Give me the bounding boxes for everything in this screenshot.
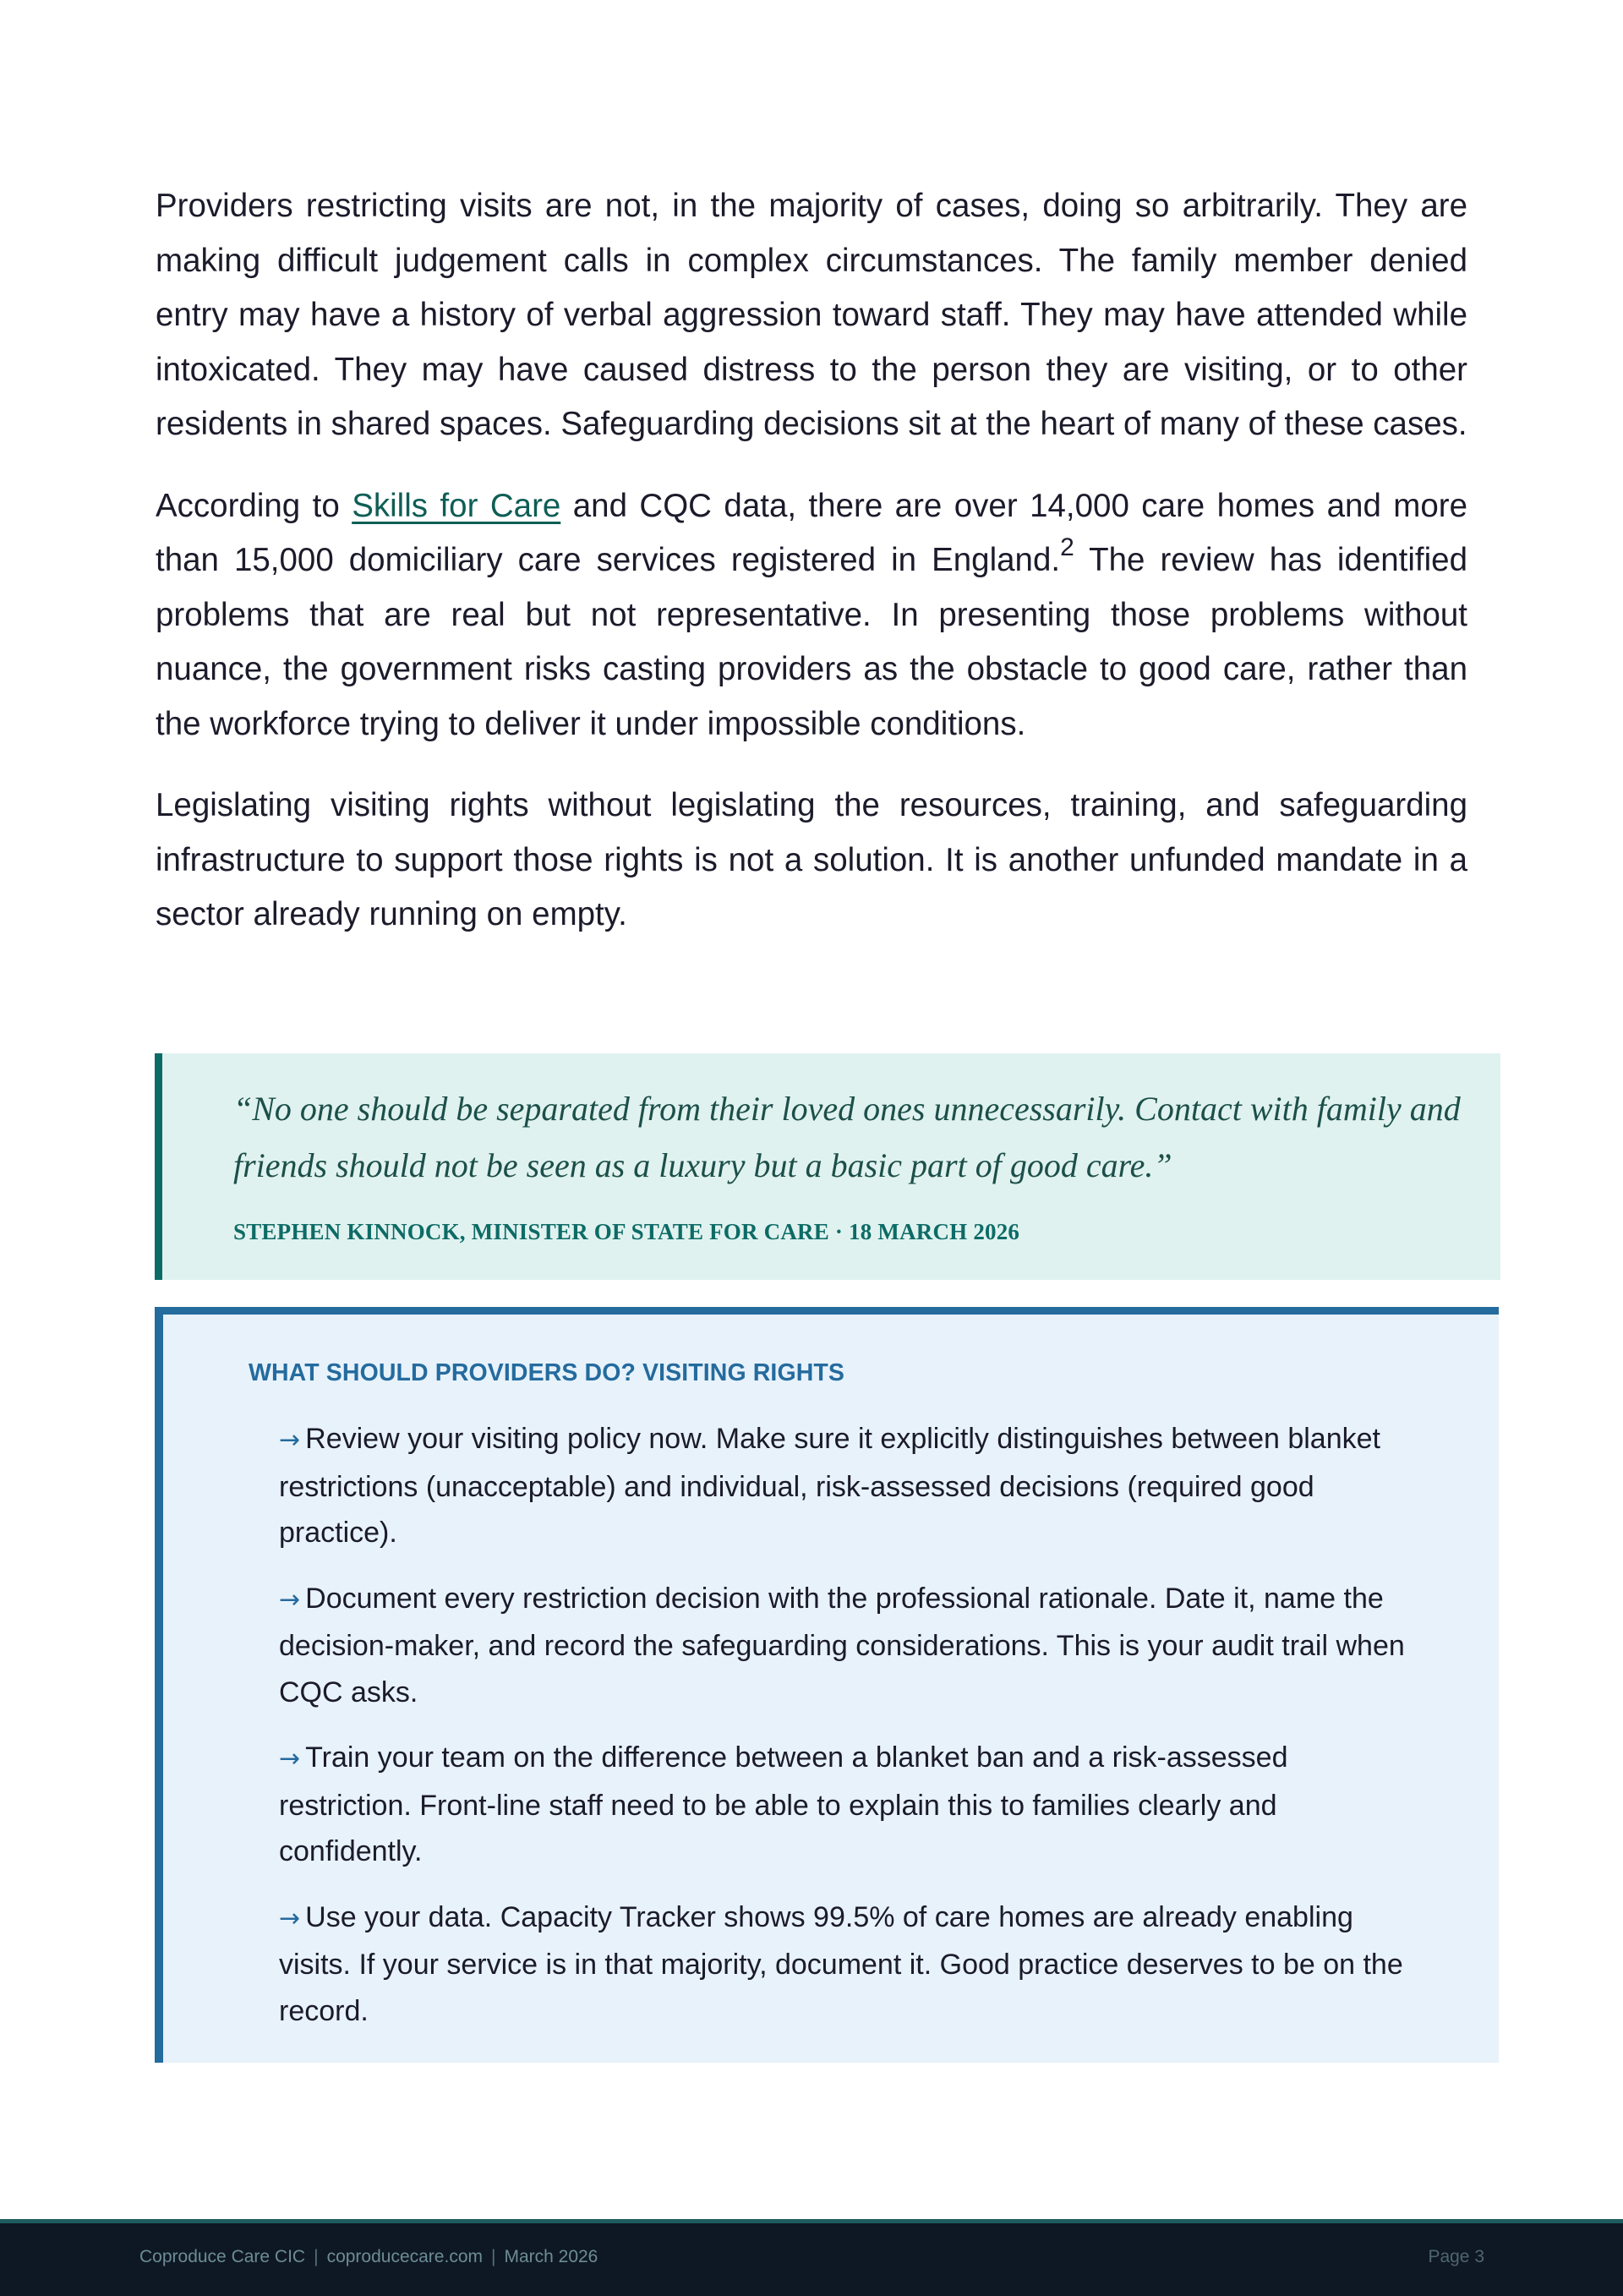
quote-text: “No one should be separated from their loved ones unnecessarily. Contact with family and friends should not be seen as a luxury but a basic part of good care.”: [233, 1090, 1461, 1184]
paragraph-text-before-link: According to: [156, 487, 352, 524]
footer-info: [139, 2247, 598, 2267]
paragraph-legislating: Legislating visiting rights without legislating the resources, training, and safeguarding infrastructure to support those rights is not a solution. It is another unfunded mandate in a sector already running on empty.: [156, 787, 1467, 932]
right-arrow-icon: →: [279, 1903, 301, 1933]
footer-website-link[interactable]: coproducecare.com: [326, 2247, 483, 2266]
paragraph-text-after-link: and CQC data, there are over 14,000 care homes and more than 15,000 domiciliary care services registered in England.: [156, 487, 1468, 578]
paragraph-text-after-footnote: The review has identified problems that are real but not representative. In presenting those problems without nuance, the government risks casting providers as the obstacle to good care, rather than the workforce trying to deliver it under impossible conditions.: [156, 542, 1467, 742]
footer-organisation: Coproduce Care CIC: [139, 2247, 306, 2266]
right-arrow-icon: →: [279, 1744, 301, 1774]
skills-for-care-link[interactable]: Skills for Care: [352, 487, 561, 524]
right-arrow-icon: →: [279, 1425, 301, 1455]
action-item: [279, 1735, 1412, 1875]
action-item: [279, 1416, 1412, 1556]
quote-attribution: STEPHEN KINNOCK, MINISTER OF STATE FOR CARE · 18 MARCH 2026: [233, 1219, 1020, 1244]
footer-separator: |: [314, 2247, 319, 2266]
action-item-text: Use your data. Capacity Tracker shows 99.5% of care homes are already enabling visits. If your service is in that majority, document it. Good practice deserves to be on the record.: [279, 1900, 1403, 2027]
page-footer: [0, 2219, 1623, 2296]
footer-date: March 2026: [504, 2247, 598, 2266]
right-arrow-icon: →: [279, 1584, 301, 1615]
action-item-text: Review your visiting policy now. Make sure it explicitly distinguishes between blanket restrictions (unacceptable) and individual, risk-assessed decisions (required good practice).: [279, 1423, 1380, 1549]
article-body: [156, 179, 1467, 970]
action-item: [279, 1576, 1412, 1716]
paragraph-providers-restricting: Providers restricting visits are not, in the majority of cases, doing so arbitrarily. They are making difficult judgement calls in complex circumstances. The family member denied entry may have a history of verbal aggression toward staff. They may have attended while intoxicated. They may have caused distress to the person they are visiting, or to other residents in shared spaces. Safeguarding decisions sit at the heart of many of these cases.: [156, 188, 1467, 442]
footer-separator: |: [491, 2247, 496, 2266]
action-item-text: Train your team on the difference between a blanket ban and a risk-assessed restriction. Front-line staff need to be able to explain this to families clearly and confidently.: [279, 1741, 1288, 1867]
action-item: [279, 1894, 1412, 2035]
pull-quote: [155, 1053, 1500, 1280]
action-list: [279, 1416, 1412, 2053]
page-number: Page 3: [1428, 2247, 1484, 2266]
footnote-reference[interactable]: 2: [1060, 533, 1074, 562]
action-box-title: WHAT SHOULD PROVIDERS DO? VISITING RIGHTS: [249, 1359, 845, 1386]
action-item-text: Document every restriction decision with the professional rationale. Date it, name the decision-maker, and record the safeguarding considerations. This is your audit trail when CQC asks.: [279, 1582, 1405, 1708]
providers-action-box: [155, 1307, 1499, 2063]
paragraph-skills-for-care: [156, 479, 1467, 752]
